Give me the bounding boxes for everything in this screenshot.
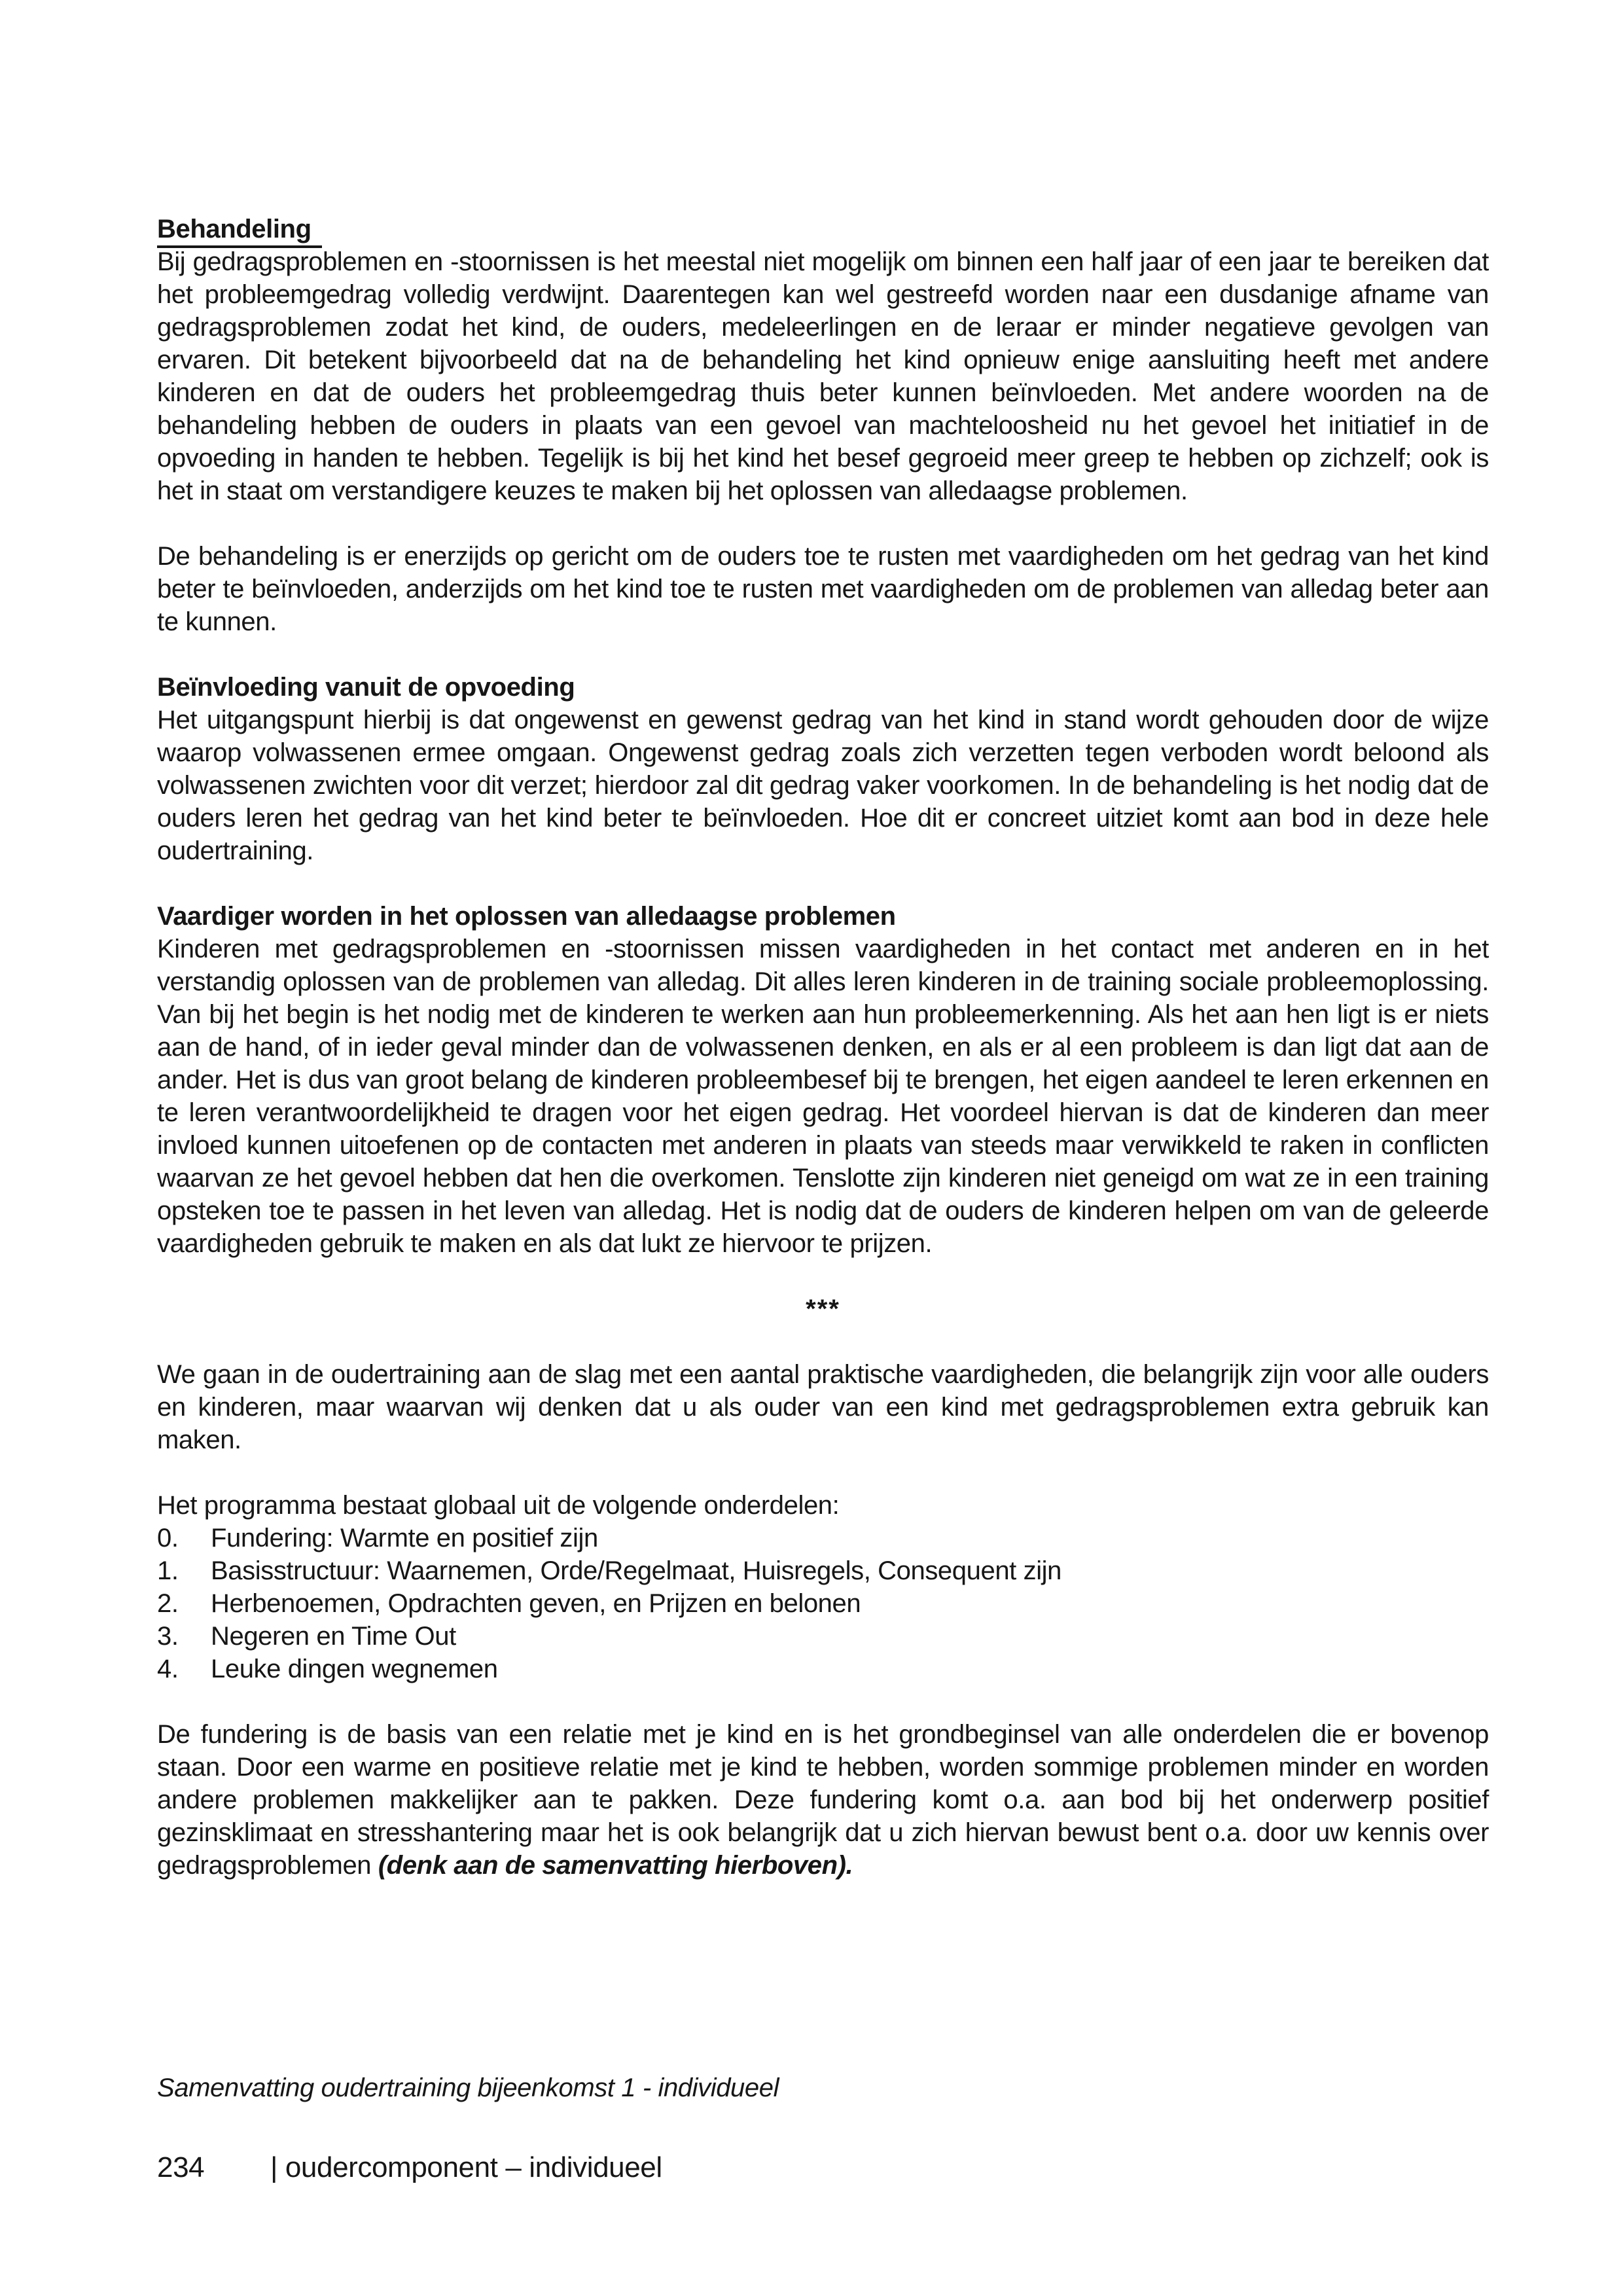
footer-summary-line: Samenvatting oudertraining bijeenkomst 1 - individueel	[157, 2073, 779, 2102]
list-item	[157, 1587, 1489, 1620]
list-item-label: Fundering: Warmte en positief zijn	[211, 1524, 598, 1552]
paragraph-goal: De behandeling is er enerzijds op gericht om de ouders toe te rusten met vaardigheden om het gedrag van het kind beter te beïnvloeden, anderzijds om het kind toe te rusten met vaardigheden om de problemen van alledag beter aan te kunnen.	[157, 542, 1489, 636]
paragraph-fundering-text: De fundering is de basis van een relatie met je kind en is het grondbeginsel van alle onderdelen die er bovenop staan. Door een warme en positieve relatie met je kind te hebben, worden sommige problemen minder en worden andere problemen makkelijker aan te pakken. Deze fundering komt o.a. aan bod bij het onderwerp positief gezinsklimaat en stresshantering maar het is ook belangrijk dat u zich hiervan bewust bent o.a. door uw kennis over gedragsproblemen	[157, 1720, 1489, 1880]
list-item	[157, 1522, 1489, 1554]
heading-vaardiger: Vaardiger worden in het oplossen van alledaagse problemen	[157, 902, 896, 931]
document-body	[157, 213, 1489, 1914]
list-item	[157, 1554, 1489, 1587]
list-item-number: 4.	[157, 1655, 179, 1683]
heading-beinvloeding: Beïnvloeding vanuit de opvoeding	[157, 673, 575, 702]
list-item-label: Negeren en Time Out	[211, 1622, 456, 1651]
list-item	[157, 1620, 1489, 1653]
paragraph-intro: Bij gedragsproblemen en -stoornissen is het meestal niet mogelijk om binnen een half jaar of een jaar te bereiken dat het probleemgedrag volledig verdwijnt. Daarentegen kan wel gestreefd worden naar een dusdanige afname van gedragsproblemen zodat het kind, de ouders, medeleerlingen en de leraar er minder negatieve gevolgen van ervaren. Dit betekent bijvoorbeeld dat na de behandeling het kind opnieuw enige aansluiting heeft met andere kinderen en dat de ouders het probleemgedrag thuis beter kunnen beïnvloeden. Met andere woorden na de behandeling hebben de ouders in plaats van een gevoel van machteloosheid nu het gevoel het initiatief in de opvoeding in handen te hebben. Tegelijk is bij het kind het besef gegroeid meer greep te hebben op zichzelf; ook is het in staat om verstandigere keuzes te maken bij het oplossen van alledaagse problemen.	[157, 247, 1489, 505]
asterisk-separator: ***	[806, 1295, 840, 1323]
heading-behandeling-label: Behandeling	[157, 213, 322, 248]
list-item-number: 0.	[157, 1524, 179, 1552]
paragraph-training: We gaan in de oudertraining aan de slag met een aantal praktische vaardigheden, die belangrijk zijn voor alle ouders en kinderen, maar waarvan wij denken dat u als ouder van een kind met gedragsproblemen extra gebruik kan maken.	[157, 1360, 1489, 1454]
list-item-label: Herbenoemen, Opdrachten geven, en Prijzen en belonen	[211, 1589, 861, 1618]
program-list	[157, 1522, 1489, 1685]
page-footer	[157, 2072, 1489, 2185]
list-item-number: 3.	[157, 1622, 179, 1651]
list-item-number: 2.	[157, 1589, 179, 1618]
paragraph-fundering-emphasis: (denk aan de samenvatting hierboven).	[378, 1851, 853, 1880]
footer-page-line	[157, 2150, 1489, 2185]
paragraph-fundering	[157, 1718, 1489, 1882]
list-item-label: Leuke dingen wegnemen	[211, 1655, 498, 1683]
heading-behandeling	[157, 213, 1489, 245]
footer-section-label: | oudercomponent – individueel	[270, 2151, 662, 2183]
paragraph-vaardiger: Kinderen met gedragsproblemen en -stoornissen missen vaardigheden in het contact met anderen en in het verstandig oplossen van de problemen van alledag. Dit alles leren kinderen in de training sociale probleemoplossing. Van bij het begin is het nodig met de kinderen te werken aan hun probleemerkenning. Als het aan hen ligt is er niets aan de hand, of in ieder geval minder dan de volwassenen denken, en als er al een probleem is dan ligt dat aan de ander. Het is dus van groot belang de kinderen probleembesef bij te brengen, het eigen aandeel te leren erkennen en te leren verantwoordelijkheid te dragen voor het eigen gedrag. Het voordeel hiervan is dat de kinderen dan meer invloed kunnen uitoefenen op de contacten met anderen in plaats van steeds maar verwikkeld te raken in conflicten waarvan ze het gevoel hebben dat hen die overkomen. Tenslotte zijn kinderen niet geneigd om wat ze in een training opsteken toe te passen in het leven van alledag. Het is nodig dat de ouders de kinderen helpen om van de geleerde vaardigheden gebruik te maken en als dat lukt ze hiervoor te prijzen.	[157, 935, 1489, 1258]
program-intro-line: Het programma bestaat globaal uit de volgende onderdelen:	[157, 1491, 840, 1520]
list-item-number: 1.	[157, 1556, 179, 1585]
page-number: 234	[157, 2151, 205, 2183]
list-item	[157, 1653, 1489, 1685]
list-item-label: Basisstructuur: Waarnemen, Orde/Regelmaat, Huisregels, Consequent zijn	[211, 1556, 1062, 1585]
paragraph-beinvloeding: Het uitgangspunt hierbij is dat ongewenst en gewenst gedrag van het kind in stand wordt gehouden door de wijze waarop volwassenen ermee omgaan. Ongewenst gedrag zoals zich verzetten tegen verboden wordt beloond als volwassenen zwichten voor dit verzet; hierdoor zal dit gedrag vaker voorkomen. In de behandeling is het nodig dat de ouders leren het gedrag van het kind beter te beïnvloeden. Hoe dit er concreet uitziet komt aan bod in deze hele oudertraining.	[157, 706, 1489, 865]
